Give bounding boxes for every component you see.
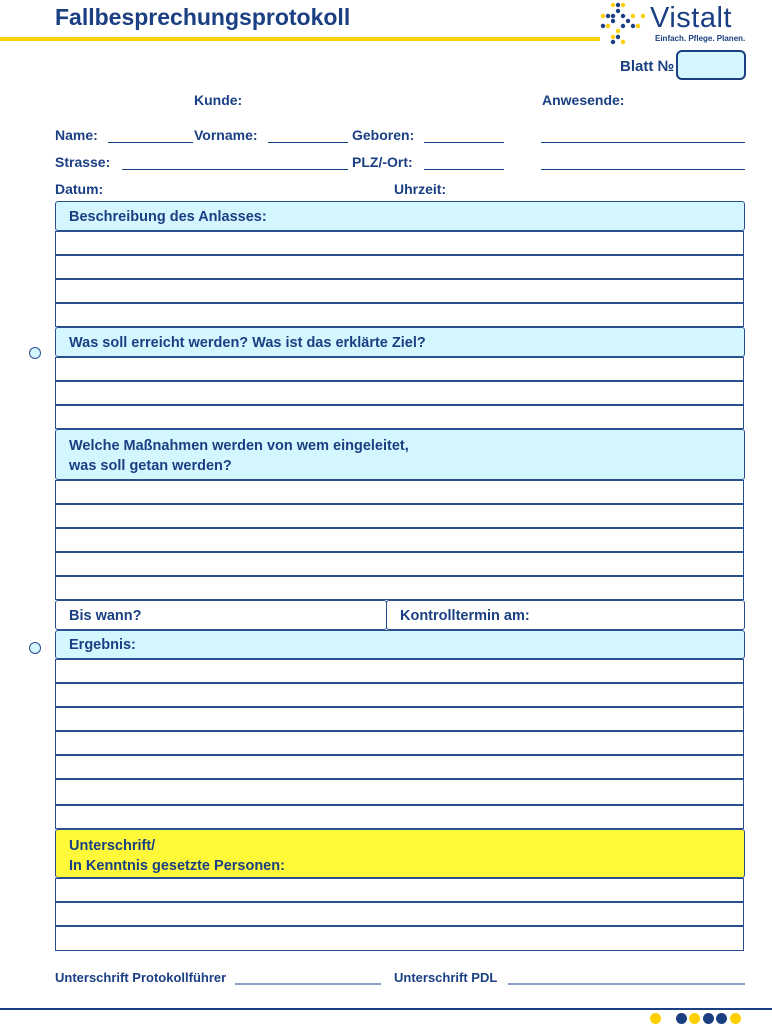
anwesende-label: Anwesende: <box>542 92 625 108</box>
pdl-label: Unterschrift PDL <box>394 970 498 985</box>
protokollfuehrer-signature-field[interactable] <box>235 983 381 985</box>
kunde-label: Kunde: <box>194 92 243 108</box>
plz-ort-field[interactable] <box>424 169 504 170</box>
section-anlass <box>55 201 745 231</box>
geboren-label: Geboren: <box>352 127 415 143</box>
ergebnis-row[interactable] <box>55 731 744 755</box>
section-ergebnis <box>55 630 745 659</box>
kontrolltermin-label: Kontrolltermin am: <box>400 608 530 624</box>
ergebnis-row[interactable] <box>55 659 744 683</box>
plz-ort-label: PLZ/-Ort: <box>352 154 413 170</box>
ziel-row[interactable] <box>55 405 744 429</box>
strasse-field[interactable] <box>122 169 348 170</box>
pdl-signature-field[interactable] <box>508 983 745 985</box>
footer-dot-icon <box>689 1013 700 1024</box>
massnahmen-row[interactable] <box>55 576 744 600</box>
name-label: Name: <box>55 127 98 143</box>
vorname-label: Vorname: <box>194 127 258 143</box>
uhrzeit-label: Uhrzeit: <box>394 181 447 197</box>
ergebnis-row[interactable] <box>55 707 744 731</box>
bis-wann-field[interactable] <box>55 600 387 630</box>
footer-dot-icon <box>703 1013 714 1024</box>
section-ergebnis-title: Ergebnis: <box>69 637 136 653</box>
ergebnis-row[interactable] <box>55 779 744 805</box>
anlass-row[interactable] <box>55 255 744 279</box>
anwesende-field-2[interactable] <box>541 169 745 170</box>
section-unterschrift <box>55 829 745 878</box>
ziel-row[interactable] <box>55 381 744 405</box>
section-massnahmen <box>55 429 745 480</box>
name-field[interactable] <box>108 142 193 143</box>
massnahmen-row[interactable] <box>55 552 744 576</box>
geboren-field[interactable] <box>424 142 504 143</box>
bis-wann-label: Bis wann? <box>69 608 142 624</box>
massnahmen-row[interactable] <box>55 480 744 504</box>
unterschrift-row[interactable] <box>55 902 744 926</box>
vorname-field[interactable] <box>268 142 348 143</box>
unterschrift-row[interactable] <box>55 926 744 951</box>
unterschrift-row[interactable] <box>55 878 744 902</box>
protokollfuehrer-label: Unterschrift Protokollführer <box>55 970 227 985</box>
ergebnis-row[interactable] <box>55 683 744 707</box>
page-title: Fallbesprechungsprotokoll <box>55 4 351 30</box>
anlass-row[interactable] <box>55 231 744 255</box>
section-ziel <box>55 327 745 357</box>
footer-dot-icon <box>650 1013 661 1024</box>
section-unterschrift-title-2: In Kenntnis gesetzte Personen: <box>69 858 285 874</box>
logo-icon <box>597 0 649 46</box>
massnahmen-row[interactable] <box>55 504 744 528</box>
ergebnis-row[interactable] <box>55 755 744 779</box>
kontrolltermin-field[interactable] <box>386 600 745 630</box>
section-unterschrift-title-1: Unterschrift/ <box>69 838 156 854</box>
ergebnis-row[interactable] <box>55 805 744 829</box>
section-ziel-title: Was soll erreicht werden? Was ist das erklärte Ziel? <box>69 335 426 351</box>
punch-hole-icon <box>29 347 41 359</box>
strasse-label: Strasse: <box>55 154 111 170</box>
footer-dot-icon <box>716 1013 727 1024</box>
section-massnahmen-title-2: was soll getan werden? <box>69 458 232 474</box>
section-massnahmen-title-1: Welche Maßnahmen werden von wem eingeleitet, <box>69 438 409 454</box>
logo-name: Vistalt <box>650 2 732 34</box>
sheet-label: Blatt № <box>620 58 675 75</box>
anlass-row[interactable] <box>55 303 744 327</box>
footer-dot-icon <box>676 1013 687 1024</box>
title-underline <box>0 37 600 41</box>
logo-tagline: Einfach. Pflege. Planen. <box>655 34 746 43</box>
datum-label: Datum: <box>55 181 104 197</box>
anwesende-field-1[interactable] <box>541 142 745 143</box>
section-anlass-title: Beschreibung des Anlasses: <box>69 209 267 225</box>
punch-hole-icon <box>29 642 41 654</box>
footer-divider <box>0 1008 772 1010</box>
sheet-number-field[interactable] <box>676 50 746 80</box>
massnahmen-row[interactable] <box>55 528 744 552</box>
anlass-row[interactable] <box>55 279 744 303</box>
footer-dot-icon <box>730 1013 741 1024</box>
ziel-row[interactable] <box>55 357 744 381</box>
